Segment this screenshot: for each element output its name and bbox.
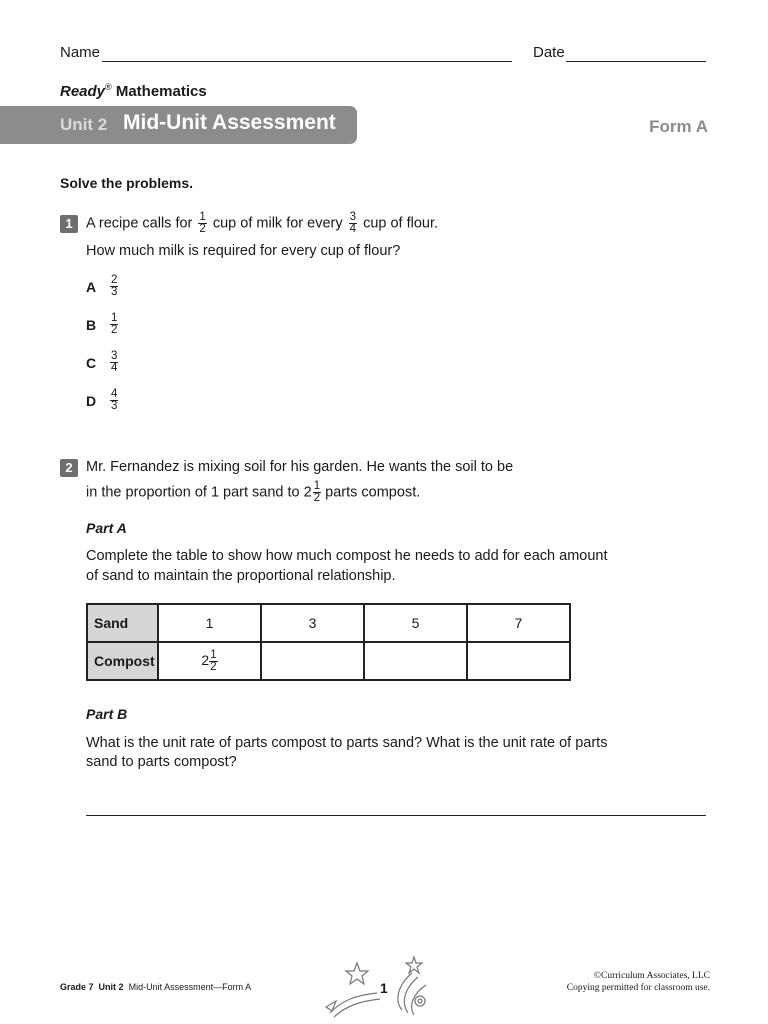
answer-cell-compost-7[interactable] bbox=[467, 642, 570, 680]
instructions: Solve the problems. bbox=[60, 175, 194, 191]
q1-frac1-den: 2 bbox=[199, 223, 206, 235]
mixed-fraction bbox=[209, 650, 217, 673]
date-field[interactable] bbox=[566, 61, 706, 62]
copyright-text: ©Curriculum Associates, LLC bbox=[593, 971, 710, 981]
table-cell-compost-1 bbox=[158, 642, 261, 680]
brand-title bbox=[60, 82, 207, 100]
q1-fraction-milk bbox=[198, 212, 206, 235]
part-b-line-2: sand to parts compost? bbox=[86, 754, 237, 770]
q1-frac1-num: 1 bbox=[199, 211, 206, 223]
table-cell: 7 bbox=[467, 604, 570, 642]
choice-letter: B bbox=[86, 316, 97, 333]
footer-info bbox=[60, 982, 251, 992]
part-a-label: Part A bbox=[86, 520, 127, 536]
question-2-number: 2 bbox=[60, 459, 78, 477]
choice-a[interactable] bbox=[86, 275, 120, 298]
choice-den: 2 bbox=[111, 324, 118, 336]
row-header-compost: Compost bbox=[87, 642, 158, 680]
choice-letter: D bbox=[86, 392, 97, 409]
choice-num: 1 bbox=[111, 312, 118, 324]
table-row-compost bbox=[87, 642, 570, 680]
footer-desc: Mid-Unit Assessment—Form A bbox=[128, 982, 252, 992]
question-1-line-1 bbox=[86, 212, 438, 235]
question-1-number: 1 bbox=[60, 215, 78, 233]
mixed-whole: 2 bbox=[201, 651, 210, 668]
choice-num: 2 bbox=[111, 274, 118, 286]
mixed-num: 1 bbox=[210, 648, 217, 661]
choice-d[interactable] bbox=[86, 389, 120, 412]
mixed-den: 2 bbox=[210, 660, 217, 673]
form-label: Form A bbox=[649, 117, 708, 136]
choice-num: 3 bbox=[111, 350, 118, 362]
choice-fraction bbox=[110, 389, 118, 412]
q2-fraction bbox=[313, 481, 321, 504]
table-row-sand bbox=[87, 604, 570, 642]
part-b-label: Part B bbox=[86, 706, 128, 722]
choice-fraction bbox=[110, 275, 118, 298]
choice-num: 4 bbox=[111, 388, 118, 400]
assessment-title: Mid-Unit Assessment bbox=[123, 111, 336, 134]
answer-line[interactable] bbox=[86, 815, 706, 816]
part-a-line-2: of sand to maintain the proportional relationship. bbox=[86, 568, 396, 584]
choice-b[interactable] bbox=[86, 313, 120, 336]
answer-cell-compost-3[interactable] bbox=[261, 642, 364, 680]
title-banner bbox=[0, 106, 357, 144]
brand-mathematics: Mathematics bbox=[111, 83, 207, 100]
name-field[interactable] bbox=[102, 61, 512, 62]
footer-grade: Grade 7 bbox=[60, 982, 94, 992]
choice-fraction bbox=[110, 313, 118, 336]
q1-frac2-num: 3 bbox=[349, 211, 357, 223]
answer-cell-compost-5[interactable] bbox=[364, 642, 467, 680]
table-cell: 1 bbox=[158, 604, 261, 642]
date-label: Date bbox=[533, 44, 565, 61]
name-label: Name bbox=[60, 44, 101, 61]
table-cell: 3 bbox=[261, 604, 364, 642]
q2-frac-den: 2 bbox=[313, 492, 321, 504]
page-number: 1 bbox=[380, 980, 388, 996]
part-a-line-1: Complete the table to show how much compost he needs to add for each amount bbox=[86, 548, 608, 564]
row-header-sand: Sand bbox=[87, 604, 158, 642]
q2-frac-num: 1 bbox=[313, 480, 321, 492]
q1-text-b: cup of milk for every bbox=[212, 215, 343, 232]
unit-label: Unit 2 bbox=[60, 115, 108, 134]
footer-unit: Unit 2 bbox=[98, 982, 124, 992]
q1-frac2-den: 4 bbox=[349, 223, 357, 235]
q2-line2-a: in the proportion of 1 part sand to 2 bbox=[86, 484, 312, 501]
choice-fraction bbox=[110, 351, 118, 374]
choice-den: 3 bbox=[111, 400, 118, 412]
footer-copyright bbox=[567, 970, 710, 994]
q1-text-c: cup of flour. bbox=[363, 215, 439, 232]
q2-line2-b: parts compost. bbox=[321, 484, 421, 501]
question-2-line-1: Mr. Fernandez is mixing soil for his garden. He wants the soil to be bbox=[86, 459, 514, 475]
proportion-table bbox=[86, 603, 571, 681]
choice-letter: A bbox=[86, 278, 97, 295]
choice-letter: C bbox=[86, 354, 97, 371]
choice-c[interactable] bbox=[86, 351, 120, 374]
choice-den: 3 bbox=[111, 286, 118, 298]
q1-text-a: A recipe calls for bbox=[86, 215, 193, 232]
choice-den: 4 bbox=[111, 362, 118, 374]
q1-fraction-flour bbox=[349, 212, 357, 235]
question-1-line-2: How much milk is required for every cup of flour? bbox=[86, 243, 401, 259]
question-2-line-2 bbox=[86, 481, 420, 504]
brand-ready: Ready bbox=[60, 83, 106, 100]
registered-mark: ® bbox=[105, 82, 112, 92]
stars-logo-icon bbox=[322, 955, 432, 1020]
permission-text: Copying permitted for classroom use. bbox=[566, 983, 710, 993]
part-b-line-1: What is the unit rate of parts compost to parts sand? What is the unit rate of parts bbox=[86, 735, 608, 751]
table-cell: 5 bbox=[364, 604, 467, 642]
